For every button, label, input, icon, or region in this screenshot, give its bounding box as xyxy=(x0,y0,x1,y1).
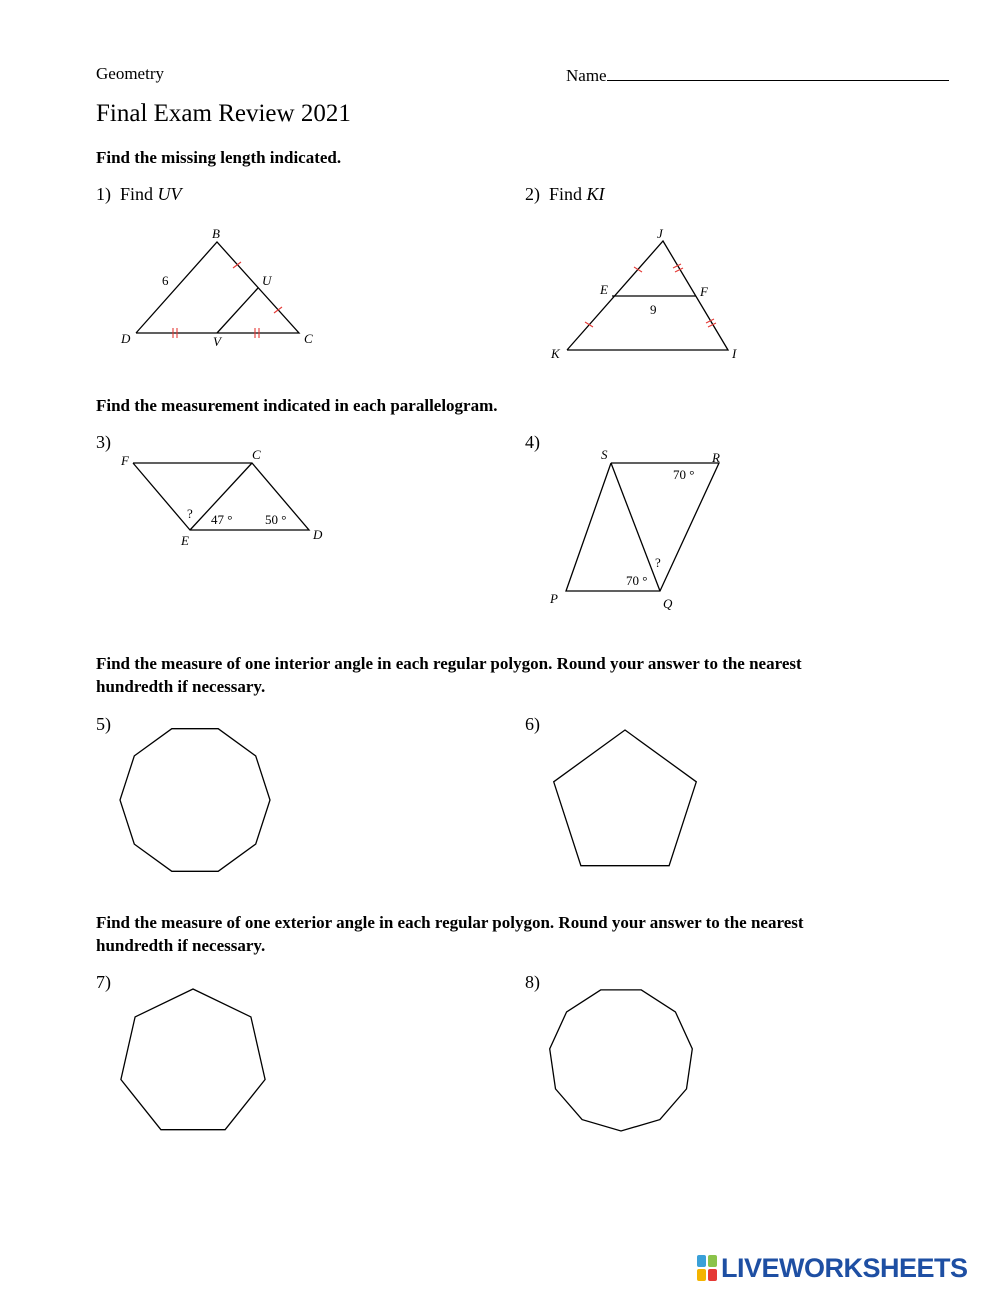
fig3-unknown-angle: ? xyxy=(187,506,193,521)
polygon-8-hendecagon xyxy=(550,990,693,1131)
fig4-unknown-angle: ? xyxy=(655,555,661,570)
fig3-vertex-e: E xyxy=(181,533,189,548)
question-5: 5) xyxy=(96,714,111,734)
polygon-5-decagon xyxy=(120,729,270,872)
fig3-angle-50: 50 ° xyxy=(265,512,287,527)
question-8: 8) xyxy=(525,972,540,992)
fig1-vertex-b: B xyxy=(212,226,220,241)
fig2-vertex-j: J xyxy=(657,226,663,241)
fig1-side-length: 6 xyxy=(162,273,169,288)
fig4-vertex-p: P xyxy=(550,591,558,606)
question-prefix: Find xyxy=(549,184,583,204)
question-variable: UV xyxy=(157,184,182,204)
polygon-6-pentagon xyxy=(554,730,697,866)
question-4: 4) xyxy=(525,432,540,452)
fig4-angle-q: 70 ° xyxy=(626,573,648,588)
subject-label: Geometry xyxy=(96,64,164,83)
fig3-vertex-c: C xyxy=(252,447,261,462)
section-instruction-1: Find the missing length indicated. xyxy=(96,148,342,167)
fig1-vertex-c: C xyxy=(304,331,313,346)
section-instruction-3: Find the measure of one interior angle in each regular polygon. Round your answer to the nearest hundredth if necessary. xyxy=(96,654,802,696)
fig2-vertex-e: E xyxy=(600,282,608,297)
fig1-vertex-v: V xyxy=(213,334,221,349)
fig4-angle-r: 70 ° xyxy=(673,467,695,482)
polygon-7-heptagon xyxy=(121,989,265,1130)
fig2-vertex-f: F xyxy=(700,284,708,299)
logo-text: LIVEWORKSHEETS xyxy=(721,1252,968,1283)
logo-mark-icon xyxy=(697,1255,717,1281)
fig3-vertex-f: F xyxy=(121,453,129,468)
question-number: 2) xyxy=(525,184,540,204)
fig3-vertex-d: D xyxy=(313,527,323,542)
figure-4-parallelogram xyxy=(566,463,719,591)
fig2-vertex-i: I xyxy=(732,346,737,361)
fig3-angle-47: 47 ° xyxy=(211,512,233,527)
liveworksheets-logo xyxy=(697,1253,968,1283)
section-instruction-4: Find the measure of one exterior angle in each regular polygon. Round your answer to the nearest hundredth if necessary. xyxy=(96,913,804,955)
fig4-vertex-r: R xyxy=(712,450,720,465)
question-prefix: Find xyxy=(120,184,154,204)
name-label: Name xyxy=(566,66,607,85)
fig1-vertex-u: U xyxy=(262,273,272,288)
fig2-vertex-k: K xyxy=(551,346,560,361)
question-6: 6) xyxy=(525,714,540,734)
question-7: 7) xyxy=(96,972,111,992)
fig4-vertex-s: S xyxy=(601,447,608,462)
question-number: 1) xyxy=(96,184,111,204)
question-variable: KI xyxy=(586,184,605,204)
fig4-vertex-q: Q xyxy=(663,596,673,611)
fig2-segment-length: 9 xyxy=(650,302,657,317)
question-3: 3) xyxy=(96,432,111,452)
section-instruction-2: Find the measurement indicated in each parallelogram. xyxy=(96,396,498,415)
fig1-vertex-d: D xyxy=(121,331,131,346)
figure-1-triangle xyxy=(136,242,299,333)
page-title: Final Exam Review 2021 xyxy=(96,100,351,127)
